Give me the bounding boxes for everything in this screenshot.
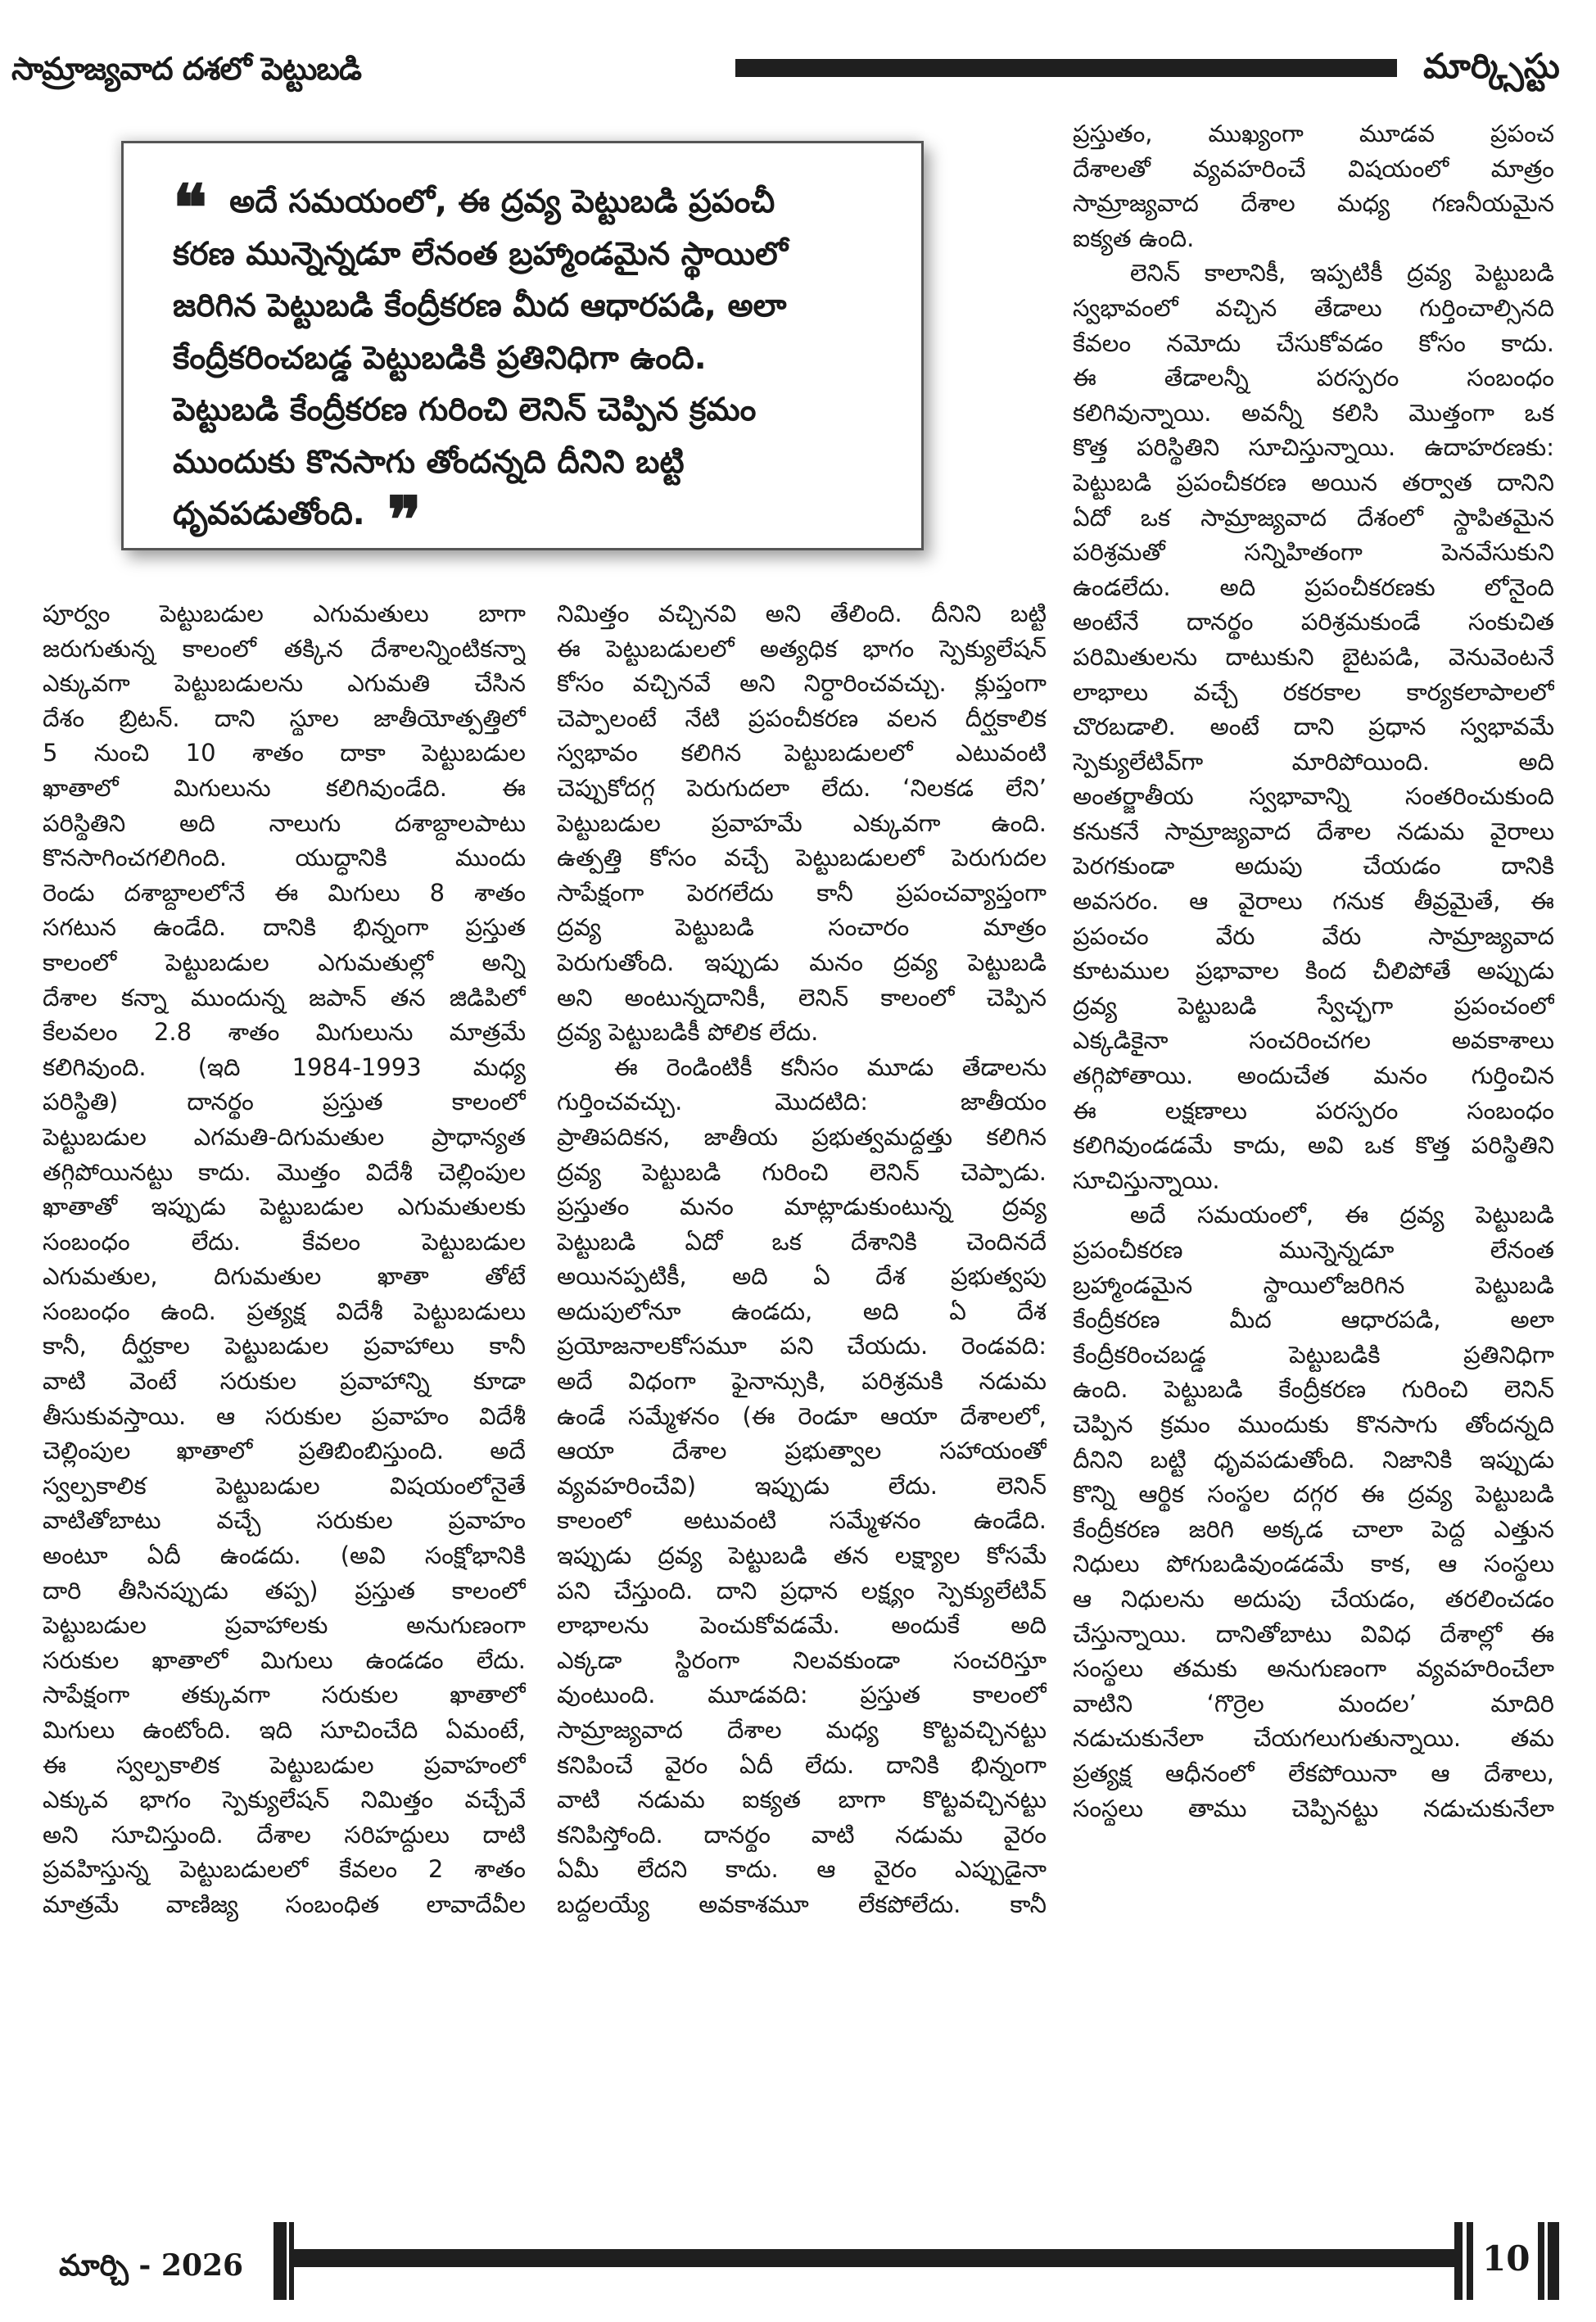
text-line: ఉత్పత్తి కోసం వచ్చే పెట్టుబడులలో పెరుగుదల (557, 844, 1047, 872)
pull-quote-text (173, 171, 877, 558)
text-line: ప్రస్తుతం మనం మాట్లాడుకుంటున్న ద్రవ్య (557, 1193, 1047, 1221)
text-line: ప్రపంచం వేరు వేరు సామ్రాజ్యవాద (1073, 921, 1554, 950)
text-line: చొరబడాలి. అంటే దాని ప్రధాన స్వభావమే (1073, 713, 1554, 741)
pull-quote-line-text: పెట్టుబడి కేంద్రీకరణ గురించి లెనిన్ చెప్పిన క్రమం (173, 392, 757, 428)
text-line: సామ్రాజ్యవాద దేశాల మధ్య కొట్టవచ్చినట్టు (557, 1716, 1047, 1744)
text-line: అయినప్పటికీ, అది ఏ దేశ ప్రభుత్వపు (557, 1262, 1047, 1291)
text-line: కాలంలో అటువంటి సమ్మేళనం ఉండేది. (557, 1506, 1047, 1535)
text-line: ద్రవ్య పెట్టుబడికీ పోలిక లేదు. (557, 1018, 819, 1047)
text-line: కాలంలో పెట్టుబడుల ఎగుమతుల్లో అన్ని (43, 948, 526, 976)
footer-rule (292, 2249, 1454, 2267)
text-line: ఇప్పుడు ద్రవ్య పెట్టుబడి తన లక్ష్యాల కోసమే (557, 1541, 1047, 1570)
section-title: సామ్రాజ్యవాద దశలో పెట్టుబడి (11, 51, 362, 87)
text-line: స్వల్పకాలిక పెట్టుబడుల విషయంలోనైతే (43, 1471, 526, 1500)
text-line: వాటితోబాటు వచ్చే సరుకుల ప్రవాహం (43, 1506, 526, 1535)
text-line: అని అంటున్నదానికీ, లెనిన్ కాలంలో చెప్పిన (557, 983, 1047, 1012)
close-quote-icon: ❞ (364, 483, 422, 558)
pull-quote-line (173, 333, 877, 385)
text-line: పెట్టుబడుల ప్రవాహాలకు అనుగుణంగా (43, 1611, 526, 1640)
pull-quote-line (173, 437, 877, 489)
text-line: సగటున ఉండేది. దానికి భిన్నంగా ప్రస్తుత (43, 913, 526, 942)
text-line: దేశాలతో వ్యవహరించే విషయంలో మాత్రం (1073, 154, 1554, 183)
text-line: చెప్పుకోదగ్గ పెరుగుదలా లేదు. ‘నిలకడ లేని’ (557, 773, 1047, 802)
open-quote-icon: ❝ (173, 171, 230, 246)
text-line: పరిమితులను దాటుకుని బైటపడి, వెనువెంటనే (1073, 642, 1554, 671)
text-line: ఈ లక్షణాలు పరస్పరం సంబంధం (1073, 1096, 1554, 1125)
text-line: పరిశ్రమతో సన్నిహితంగా పెనవేసుకుని (1073, 538, 1554, 567)
text-line: పెట్టుబడుల ఎగమతి-దిగుమతుల ప్రాధాన్యత (43, 1122, 526, 1151)
article-column-right (1073, 116, 1554, 1826)
pull-quote-line-text: కరణ మున్నెన్నడూ లేనంత బ్రహ్మాండమైన స్థాయిలో (173, 235, 789, 273)
text-line: ప్రాతిపదికన, జాతీయ ప్రభుత్వమద్దత్తు కలిగిన (557, 1122, 1047, 1151)
text-line: అదుపులోనూ ఉండదు, అది ఏ దేశ (557, 1297, 1047, 1325)
footer-rule-post (1548, 2222, 1559, 2300)
text-line: చెప్పిన క్రమం ముందుకు కొనసాగు తోందన్నది (1073, 1410, 1554, 1438)
text-line: ఆయా దేశాల ప్రభుత్వాల సహాయంతో (557, 1437, 1047, 1465)
text-line: అదే సమయంలో, ఈ ద్రవ్య పెట్టుబడి (1130, 1201, 1554, 1229)
text-line: సంస్థలు తాము చెప్పినట్టు నడుచుకునేలా (1073, 1794, 1554, 1822)
text-line: ద్రవ్య పెట్టుబడి గురించి లెనిన్ చెప్పాడు. (557, 1157, 1047, 1186)
text-line: కలిగివుండడమే కాదు, అవి ఒక కొత్త పరిస్థితిని (1073, 1131, 1554, 1160)
pull-quote-line (173, 483, 877, 558)
footer-rule-post (274, 2222, 287, 2300)
text-line: పరిస్థితి) దానర్థం ప్రస్తుత కాలంలో (43, 1088, 526, 1116)
text-line: చెల్లింపుల ఖాతాలో ప్రతిబింబిస్తుంది. అదే (43, 1437, 526, 1465)
text-line: ద్రవ్య పెట్టుబడి స్వేచ్ఛగా ప్రపంచంలో (1073, 991, 1554, 1020)
text-line: స్వభావంలో వచ్చిన తేడాలు గుర్తించాల్సినది (1073, 293, 1554, 322)
text-line: పెరగకుండా అదుపు చేయడం దానికి (1073, 852, 1554, 880)
text-line: దారి తీసినప్పుడు తప్ప) ప్రస్తుత కాలంలో (43, 1576, 526, 1605)
text-line: అంటూ ఏదీ ఉండదు. (అవి సంక్షోభానికి (43, 1541, 526, 1570)
text-line: ప్రయోజనాలకోసమూ పని చేయదు. రెండవది: (557, 1332, 1047, 1360)
text-line: కోసం వచ్చినవే అని నిర్ధారించవచ్చు. క్లుప్తంగా (557, 669, 1047, 698)
text-line: ప్రవహిస్తున్న పెట్టుబడులలో కేవలం 2 శాతం (43, 1855, 526, 1884)
text-line: ఐక్యత ఉంది. (1073, 224, 1195, 252)
pull-quote-line (173, 229, 877, 281)
text-line: నిధులు పోగుబడివుండడమే కాక, ఆ సంస్థలు (1073, 1550, 1554, 1578)
text-line: కూటముల ప్రభావాల కింద చీలిపోతే అప్పుడు (1073, 957, 1554, 985)
pull-quote-line-text: అదే సమయంలో, ఈ ద్రవ్య పెట్టుబడి ప్రపంచీ (229, 183, 775, 220)
article-column-middle (557, 596, 1047, 1922)
text-line: ఈ పెట్టుబడులలో అత్యధిక భాగం స్పెక్యులేషన్ (557, 634, 1047, 663)
text-line: ఆ నిధులను అదుపు చేయడం, తరలించడం (1073, 1584, 1554, 1613)
text-line: ఏదో ఒక సామ్రాజ్యవాద దేశంలో స్థాపితమైన (1073, 503, 1554, 532)
text-line: వుంటుంది. మూడవది: ప్రస్తుత కాలంలో (557, 1681, 1047, 1709)
text-line: లాభాలను పెంచుకోవడమే. అందుకే అది (557, 1611, 1047, 1640)
text-line: చెప్పాలంటే నేటి ప్రపంచీకరణ వలన దీర్ఘకాలిక (557, 704, 1047, 732)
pull-quote-box (121, 141, 924, 558)
text-line: జరుగుతున్న కాలంలో తక్కిన దేశాలన్నింటికన్నా (43, 634, 526, 663)
text-line: ఈ స్వల్పకాలిక పెట్టుబడుల ప్రవాహంలో (43, 1750, 526, 1779)
text-line: ఎక్కడా స్థిరంగా నిలవకుండా సంచరిస్తూ (557, 1645, 1047, 1674)
text-line: స్పెక్యులేటివ్‌గా మారిపోయింది. అది (1073, 747, 1554, 776)
text-line: కేవలం నమోదు చేసుకోవడం కోసం కాదు. (1073, 328, 1554, 357)
text-line: కలిగివుంది. (ఇది 1984-1993 మధ్య (43, 1052, 526, 1081)
text-line: ఏమీ లేదని కాదు. ఆ వైరం ఎప్పుడైనా (557, 1855, 1047, 1884)
text-line: కనిపించే వైరం ఏదీ లేదు. దానికి భిన్నంగా (557, 1750, 1047, 1779)
text-line: కలిగివున్నాయి. అవన్నీ కలిసి మొత్తంగా ఒక (1073, 398, 1554, 427)
text-line: పెట్టుబడి ప్రపంచీకరణ అయిన తర్వాత దానిని (1073, 468, 1554, 496)
text-line: వ్యవహరించేవి) ఇప్పుడు లేదు. లెనిన్ (557, 1471, 1047, 1500)
issue-date: మార్చి - 2026 (59, 2248, 244, 2283)
text-line: అవసరం. ఆ వైరాలు గనుక తీవ్రమైతే, ఈ (1073, 887, 1554, 916)
text-line: కనిపిస్తోంది. దానర్థం వాటి నడుమ వైరం (557, 1820, 1047, 1849)
text-line: అని సూచిస్తుంది. దేశాల సరిహద్దులు దాటి (43, 1820, 526, 1849)
text-line: దేశం బ్రిటన్. దాని స్థూల జాతీయోత్పత్తిలో (43, 704, 526, 732)
text-line: ఉంది. పెట్టుబడి కేంద్రీకరణ గురించి లెనిన్ (1073, 1375, 1554, 1404)
text-line: కేంద్రీకరించబడ్డ పెట్టుబడికి ప్రతినిధిగా (1073, 1340, 1554, 1369)
pull-quote-line (173, 171, 877, 246)
text-line: కొన్ని ఆర్థిక సంస్థల దగ్గర ఈ ద్రవ్య పెట్టుబడి (1073, 1480, 1554, 1509)
footer-rule-post (1538, 2222, 1544, 2300)
text-line: బద్దలయ్యే అవకాశమూ లేకపోలేదు. కానీ (557, 1890, 1047, 1918)
text-line: సంబంధం ఉంది. ప్రత్యక్ష విదేశీ పెట్టుబడులు (43, 1297, 526, 1325)
text-line: వాటి వెంటే సరుకుల ప్రవాహాన్ని కూడా (43, 1367, 526, 1396)
text-line: అదే విధంగా ఫైనాన్సుకి, పరిశ్రమకి నడుమ (557, 1367, 1047, 1396)
text-line: నడుచుకునేలా చేయగలుగుతున్నాయి. తమ (1073, 1724, 1554, 1753)
text-line: ఎగుమతుల, దిగుమతుల ఖాతా తోటే (43, 1262, 526, 1291)
text-line: అంతర్జాతీయ స్వభావాన్ని సంతరించుకుంది (1073, 782, 1554, 811)
text-line: చేస్తున్నాయి. దానితోబాటు వివిధ దేశాల్లో ఈ (1073, 1619, 1554, 1648)
magazine-name: మార్క్సిస్టు (1423, 46, 1560, 86)
text-line: స్వభావం కలిగిన పెట్టుబడులలో ఎటువంటి (557, 739, 1047, 767)
pull-quote-line-text: ముందుకు కొనసాగు తోందన్నది దీనిని బట్టి (173, 443, 685, 481)
text-line: నిమిత్తం వచ్చినవి అని తేలింది. దీనిని బట్టి (557, 600, 1047, 627)
text-line: దీనిని బట్టి ధృవపడుతోంది. నిజానికి ఇప్పుడు (1073, 1445, 1554, 1473)
text-line: ఉండే సమ్మేళనం (ఈ రెండూ ఆయా దేశాలలో, (557, 1401, 1047, 1430)
text-line: పూర్వం పెట్టుబడుల ఎగుమతులు బాగా (43, 600, 526, 627)
text-line: పెరుగుతోంది. ఇప్పుడు మనం ద్రవ్య పెట్టుబడి (557, 948, 1047, 976)
text-line: తగ్గిపోయినట్టు కాదు. మొత్తం విదేశీ చెల్లింపుల (43, 1157, 526, 1186)
text-line: కొనసాగించగలిగింది. యుద్ధానికి ముందు (43, 844, 526, 872)
text-line: ద్రవ్య పెట్టుబడి సంచారం మాత్రం (557, 913, 1047, 942)
text-line: కానీ, దీర్ఘకాల పెట్టుబడుల ప్రవాహాలు కానీ (43, 1332, 526, 1360)
text-line: పెట్టుబడుల ప్రవాహమే ఎక్కువగా ఉంది. (557, 808, 1047, 837)
text-line: ప్రపంచీకరణ మున్నెన్నడూ లేనంత (1073, 1236, 1554, 1264)
text-line: ఖాతాతో ఇప్పుడు పెట్టుబడుల ఎగుమతులకు (43, 1193, 526, 1221)
text-line: గుర్తించవచ్చు. మొదటిది: జాతీయం (557, 1088, 1047, 1116)
text-line: ఎక్కడికైనా సంచరించగల అవకాశాలు (1073, 1026, 1554, 1055)
article-column-left (43, 596, 526, 1922)
text-line: కేంద్రీకరణ జరిగి అక్కడ చాలా పెద్ద ఎత్తున (1073, 1514, 1554, 1543)
text-line: తీసుకువస్తాయి. ఆ సరుకుల ప్రవాహం విదేశీ (43, 1401, 526, 1430)
text-line: సంబంధం లేదు. కేవలం పెట్టుబడుల (43, 1227, 526, 1256)
text-line: లెనిన్ కాలానికీ, ఇప్పటికీ ద్రవ్య పెట్టుబడి (1130, 259, 1554, 287)
text-line: కనుకనే సామ్రాజ్యవాద దేశాల నడుమ వైరాలు (1073, 817, 1554, 845)
text-line: వాటిని ‘గొర్రెల మందల’ మాదిరి (1073, 1689, 1554, 1718)
text-line: సామ్రాజ్యవాద దేశాల మధ్య గణనీయమైన (1073, 189, 1554, 218)
text-line: 5 నుంచి 10 శాతం దాకా పెట్టుబడుల (43, 739, 526, 767)
text-line: ప్రత్యక్ష ఆధీనంలో లేకపోయినా ఆ దేశాలు, (1073, 1758, 1554, 1787)
text-line: అంటేనే దానర్థం పరిశ్రమకుండే సంకుచిత (1073, 608, 1554, 636)
text-line: ప్రస్తుతం, ముఖ్యంగా మూడవ ప్రపంచ (1073, 120, 1554, 147)
pull-quote-line-text: జరిగిన పెట్టుబడి కేంద్రీకరణ మీద ఆధారపడి, అలా (173, 287, 787, 324)
text-line: పెట్టుబడి ఏదో ఒక దేశానికి చెందినదే (557, 1227, 1047, 1256)
text-line: ఈ తేడాలన్నీ పరస్పరం సంబంధం (1073, 364, 1554, 392)
text-line: మాత్రమే వాణిజ్య సంబంధిత లావాదేవీల (43, 1890, 526, 1918)
text-line: ఉండలేదు. అది ప్రపంచీకరణకు లోనైంది (1073, 573, 1554, 601)
pull-quote-line-text: కేంద్రీకరించబడ్డ పెట్టుబడికి ప్రతినిధిగా ఉంది. (173, 339, 707, 377)
text-line: సాపేక్షంగా తక్కువగా సరుకుల ఖాతాలో (43, 1681, 526, 1709)
text-line: ఎక్కువగా పెట్టుబడులను ఎగుమతి చేసిన (43, 669, 526, 698)
header-rule (735, 59, 1397, 77)
footer-rule-post (1454, 2222, 1463, 2300)
text-line: తగ్గిపోతాయి. అందుచేత మనం గుర్తించిన (1073, 1061, 1554, 1090)
text-line: మిగులు ఉంటోంది. ఇది సూచించేది ఏమంటే, (43, 1716, 526, 1744)
text-line: వాటి నడుమ ఐక్యత బాగా కొట్టవచ్చినట్టు (557, 1786, 1047, 1814)
pull-quote-line (173, 280, 877, 333)
text-line: పరిస్థితిని అది నాలుగు దశాబ్దాలపాటు (43, 808, 526, 837)
footer-rule-post (1467, 2222, 1473, 2300)
text-line: కేలవలం 2.8 శాతం మిగులును మాత్రమే (43, 1018, 526, 1047)
pull-quote-line-text: ధృవపడుతోంది. (173, 496, 365, 532)
text-line: రెండు దశాబ్దాలలోనే ఈ మిగులు 8 శాతం (43, 878, 526, 907)
text-line: ఖాతాలో మిగులును కలిగివుండేది. ఈ (43, 773, 526, 802)
text-line: ఈ రెండింటికీ కనీసం మూడు తేడాలను (614, 1052, 1047, 1081)
text-line: సంస్థలు తమకు అనుగుణంగా వ్యవహరించేలా (1073, 1654, 1554, 1683)
text-line: కేంద్రీకరణ మీద ఆధారపడి, అలా (1073, 1306, 1554, 1334)
page-number: 10 (1482, 2238, 1530, 2279)
text-line: పని చేస్తుంది. దాని ప్రధాన లక్ష్యం స్పెక్యులేటివ్ (557, 1576, 1047, 1605)
text-line: లాభాలు వచ్చే రకరకాల కార్యకలాపాలలో (1073, 677, 1554, 706)
pull-quote-line (173, 384, 877, 437)
text-line: సూచిస్తున్నాయి. (1073, 1166, 1220, 1194)
text-line: సాపేక్షంగా పెరగలేదు కానీ ప్రపంచవ్యాప్తంగా (557, 878, 1047, 907)
text-line: దేశాల కన్నా ముందున్న జపాన్ తన జిడిపిలో (43, 983, 526, 1012)
text-line: కొత్త పరిస్థితిని సూచిస్తున్నాయి. ఉదాహరణకు: (1073, 433, 1554, 462)
text-line: బ్రహ్మాండమైన స్థాయిలోజరిగిన పెట్టుబడి (1073, 1270, 1554, 1299)
text-line: ఎక్కువ భాగం స్పెక్యులేషన్ నిమిత్తం వచ్చేవే (43, 1786, 526, 1814)
text-line: సరుకుల ఖాతాలో మిగులు ఉండడం లేదు. (43, 1645, 526, 1674)
